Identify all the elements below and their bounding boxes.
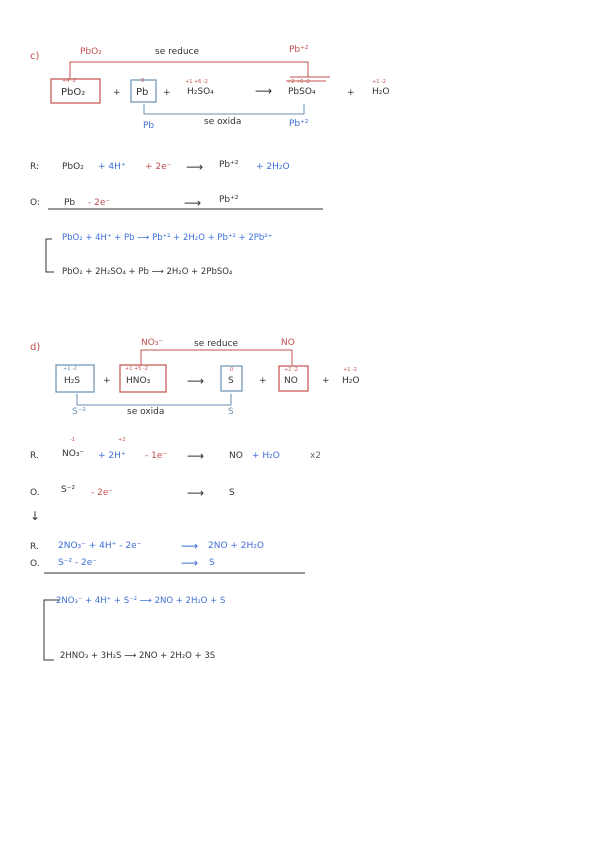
d-plus2: +	[259, 376, 267, 386]
c-O-e: - 2e⁻	[88, 198, 111, 208]
d-R2-rhs: 2NO + 2H₂O	[208, 541, 264, 551]
c-h2so4: H₂SO₄	[187, 87, 214, 97]
c-top-left: PbO₂	[80, 47, 102, 57]
c-R-rhs: Pb⁺²	[219, 160, 239, 170]
d-box2-ox: +1 +5 -2	[125, 366, 148, 372]
c-top-mid: se reduce	[155, 47, 200, 57]
c-sum2: PbO₂ + 2H₂SO₄ + Pb ⟶ 2H₂O + 2PbSO₄	[62, 267, 233, 277]
d-R-rhs2: + H₂O	[252, 451, 280, 461]
c-R-label: R:	[30, 162, 40, 172]
d-O2-arrow: ⟶	[181, 556, 199, 570]
c-O-label: O:	[30, 198, 40, 208]
d-O-rhs: S	[229, 488, 235, 498]
d-box4: NO	[284, 376, 298, 386]
c-pbso4-ox: +2 +6 -2	[287, 79, 310, 85]
c-plus2: +	[163, 88, 171, 98]
c-R-lhs: PbO₂	[62, 162, 84, 172]
d-R-mid-ox: +2	[118, 437, 126, 443]
c-arrow: ⟶	[255, 84, 273, 98]
d-R-mid: + 2H⁺	[98, 451, 126, 461]
d-h2o: H₂O	[342, 376, 360, 386]
d-sum-bracket	[44, 600, 60, 660]
c-O-arrow: ⟶	[184, 196, 202, 210]
c-bot-mid: se oxida	[204, 117, 242, 127]
d-top-right: NO	[281, 338, 295, 348]
c-h2so4-ox: +1 +6 -2	[185, 79, 208, 85]
d-plus3: +	[322, 376, 330, 386]
c-box2-ox: 0	[141, 78, 145, 84]
c-sum1: PbO₂ + 4H⁺ + Pb ⟶ Pb⁺² + 2H₂O + Pb⁺² + 2Pb²⁺	[62, 233, 273, 243]
d-box1-ox: +1 -2	[63, 366, 77, 372]
c-bot-right: Pb⁺²	[289, 119, 309, 129]
d-box3: S	[228, 376, 234, 386]
d-R-e: - 1e⁻	[145, 451, 168, 461]
d-bot-left: S⁻²	[72, 407, 87, 417]
d-h2o-ox: +1 -2	[343, 367, 357, 373]
d-R-arrow: ⟶	[187, 449, 205, 463]
d-bot-mid: se oxida	[127, 407, 165, 417]
c-bot-left: Pb	[143, 121, 155, 131]
c-pbso4: PbSO₄	[288, 87, 316, 97]
d-top-left: NO₃⁻	[141, 338, 164, 348]
d-bot-right: S	[228, 407, 234, 417]
c-R-e: + 2e⁻	[145, 162, 172, 172]
c-reduce-bracket	[70, 62, 308, 79]
d-R2-label: R.	[30, 542, 39, 552]
c-O-rhs: Pb⁺²	[219, 195, 239, 205]
d-box2: HNO₃	[126, 376, 151, 386]
c-h2o-ox: +1 -2	[372, 79, 386, 85]
d-O-label: O.	[30, 488, 40, 498]
d-R-lhs: NO₃⁻	[62, 449, 85, 459]
c-R-arrow: ⟶	[186, 160, 204, 174]
c-O-lhs: Pb	[64, 198, 76, 208]
d-R-rhs: NO	[229, 451, 243, 461]
c-plus1: +	[113, 88, 121, 98]
d-sum2: 2HNO₃ + 3H₂S ⟶ 2NO + 2H₂O + 3S	[60, 651, 216, 661]
c-box2: Pb	[136, 87, 149, 98]
c-plus3: +	[347, 88, 355, 98]
d-plus1: +	[103, 376, 111, 386]
d-section-label: d)	[30, 342, 41, 353]
d-O-arrow: ⟶	[187, 486, 205, 500]
c-R-rhs2: + 2H₂O	[256, 162, 290, 172]
d-R-mult: x2	[310, 451, 322, 461]
d-R2-lhs: 2NO₃⁻ + 4H⁺ - 2e⁻	[58, 541, 142, 551]
c-box1-ox: +4 -2	[62, 78, 76, 84]
d-O-e: - 2e⁻	[91, 488, 114, 498]
d-down-arrow: ↓	[30, 509, 41, 523]
c-box1: PbO₂	[61, 87, 86, 98]
d-reduce-bracket	[141, 350, 292, 365]
d-box4-ox: +2 -2	[284, 367, 298, 373]
d-arrow: ⟶	[187, 374, 205, 388]
d-box1: H₂S	[64, 376, 81, 386]
d-sum1: 2NO₃⁻ + 4H⁺ + S⁻² ⟶ 2NO + 2H₂O + S	[56, 596, 226, 606]
d-box3-ox: 0	[230, 367, 234, 373]
d-R-lhs-ox: -1	[70, 437, 75, 443]
d-R2-arrow: ⟶	[181, 539, 199, 553]
c-h2o: H₂O	[372, 87, 390, 97]
c-section-label: c)	[30, 51, 40, 62]
c-oxida-bracket	[144, 104, 304, 114]
d-top-mid: se reduce	[194, 339, 239, 349]
c-top-right: Pb⁺²	[289, 45, 309, 55]
d-R-label: R.	[30, 451, 39, 461]
d-oxida-bracket	[77, 394, 231, 405]
d-O2-label: O.	[30, 559, 40, 569]
d-O-lhs: S⁻²	[61, 485, 76, 495]
d-O2-lhs: S⁻² - 2e⁻	[58, 558, 98, 568]
c-sum-bracket	[46, 239, 54, 272]
d-O2-rhs: S	[209, 558, 215, 568]
c-R-mid: + 4H⁺	[98, 162, 126, 172]
